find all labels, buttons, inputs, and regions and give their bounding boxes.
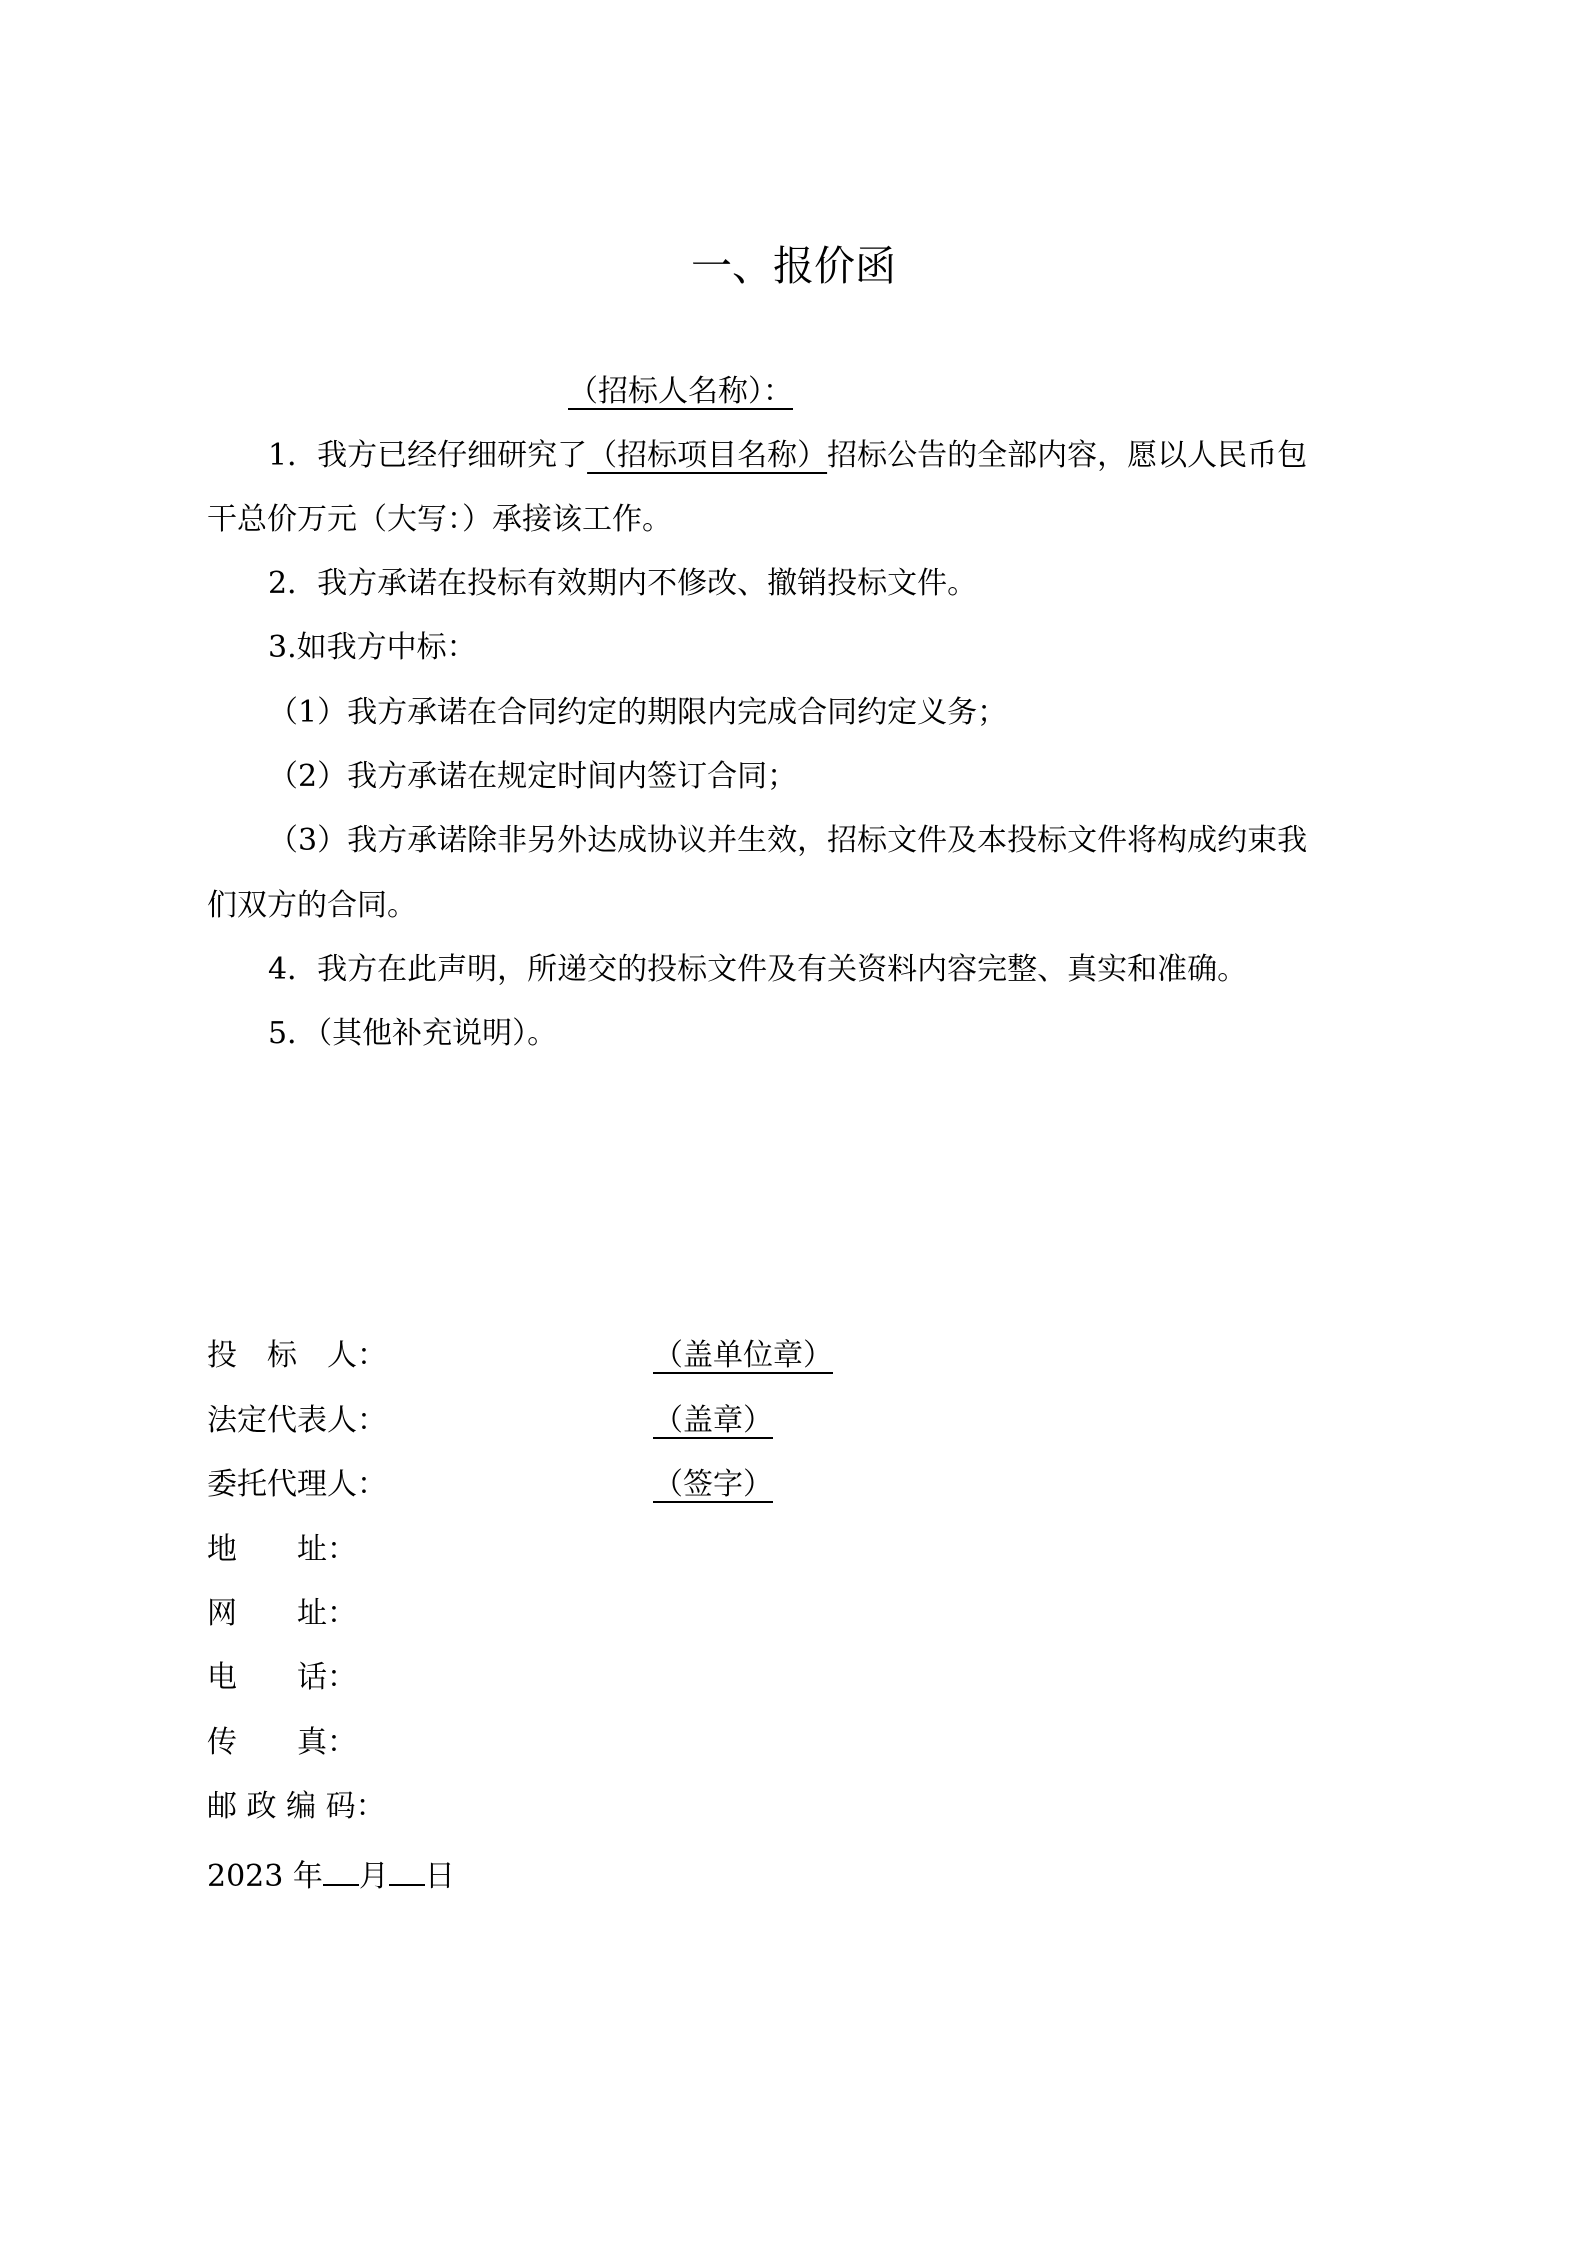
para-3-item-3-line-1: （3）我方承诺除非另外达成协议并生效，招标文件及本投标文件将构成约束我 (268, 823, 1308, 858)
para-1-line-1 (268, 434, 1307, 478)
para-3-item-2: （2）我方承诺在规定时间内签订合同； (268, 759, 798, 794)
para-1-line-2: 干总价万元（大写：）承接该工作。 (207, 502, 672, 537)
date-row (207, 1850, 455, 1899)
legal-rep-row (207, 1399, 773, 1443)
date-year: 2023 年 (207, 1859, 323, 1894)
page-title: 一、报价函 (691, 242, 896, 290)
legal-rep-label: 法定代表人： (207, 1403, 387, 1438)
addressee-line (220, 370, 793, 414)
date-day: 日 (424, 1859, 455, 1894)
para-3: 3.如我方中标： (268, 630, 477, 665)
date-month: 月 (358, 1859, 389, 1894)
para-2: 2．我方承诺在投标有效期内不修改、撤销投标文件。 (268, 566, 978, 601)
phone-label: 电 话： (207, 1660, 357, 1695)
para-1-prefix: 1．我方已经仔细研究了 (268, 438, 588, 473)
agent-label: 委托代理人： (207, 1467, 387, 1502)
addressee-name: （招标人名称）： (568, 374, 793, 409)
fax-label: 传 真： (207, 1725, 357, 1760)
para-4: 4．我方在此声明，所递交的投标文件及有关资料内容完整、真实和准确。 (268, 952, 1248, 987)
bidder-note: （盖单位章） (653, 1338, 833, 1373)
postcode-label: 邮 政 编 码： (207, 1789, 386, 1824)
website-label: 网 址： (207, 1596, 357, 1631)
bidder-row (207, 1334, 833, 1378)
bidder-label: 投 标 人： (207, 1338, 387, 1373)
para-3-item-1: （1）我方承诺在合同约定的期限内完成合同约定义务； (268, 695, 1008, 730)
agent-note: （签字） (653, 1467, 773, 1502)
para-1-suffix: 招标公告的全部内容，愿以人民币包 (827, 438, 1308, 473)
bidder-field (387, 1338, 833, 1373)
agent-row (207, 1463, 773, 1507)
address-label: 地 址： (207, 1532, 357, 1567)
para-3-item-3-line-2: 们双方的合同。 (207, 888, 417, 923)
month-blank (323, 1850, 359, 1886)
project-name-field: （招标项目名称） (587, 438, 828, 473)
legal-rep-field (387, 1403, 773, 1438)
para-5: 5．（其他补充说明）。 (268, 1016, 558, 1051)
agent-field (387, 1467, 773, 1502)
legal-rep-note: （盖章） (653, 1403, 773, 1438)
day-blank (389, 1850, 425, 1886)
addressee-field (220, 374, 793, 409)
